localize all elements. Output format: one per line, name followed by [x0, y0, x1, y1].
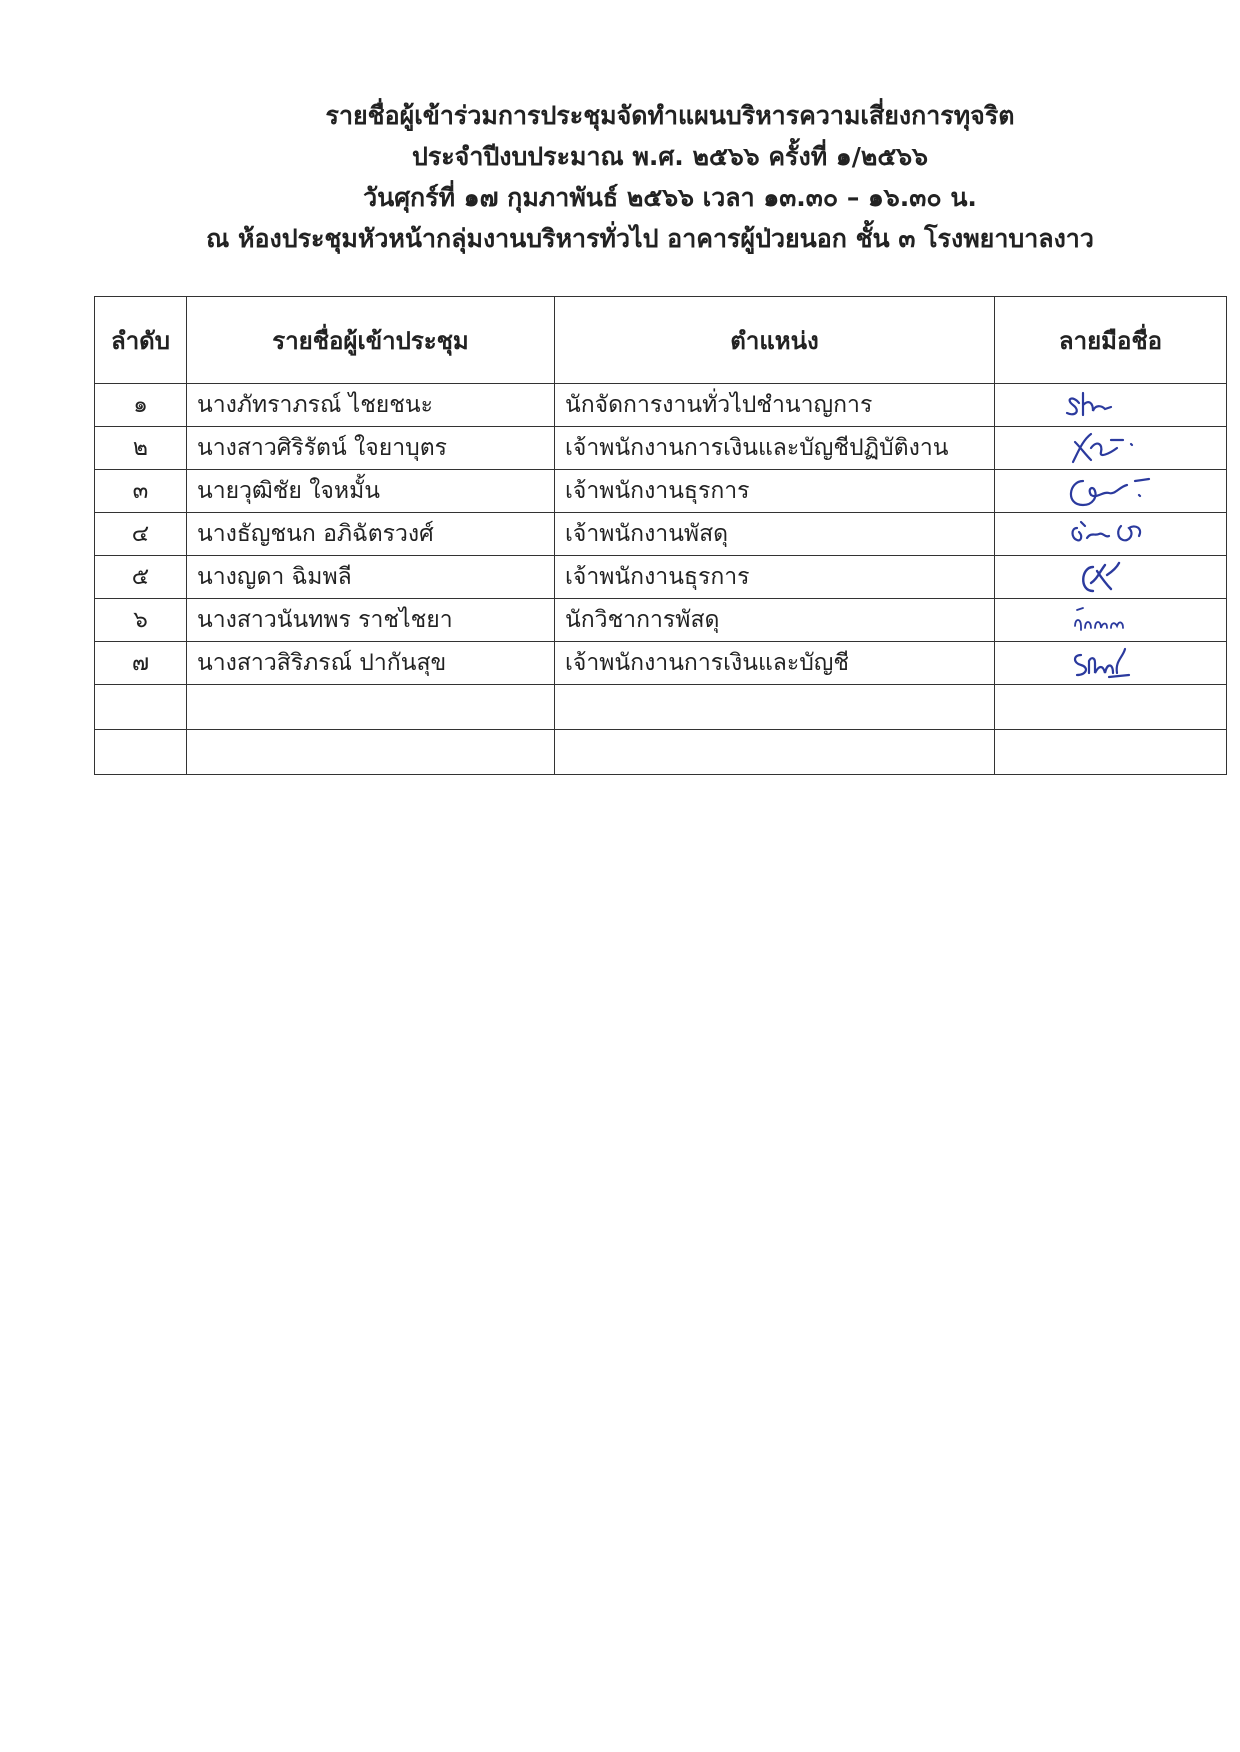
- row-signature: [995, 513, 1227, 556]
- row-signature: [995, 642, 1227, 685]
- empty-cell: [187, 730, 555, 775]
- table-header-row: [95, 297, 1227, 384]
- signature-image: [1051, 600, 1171, 640]
- attendance-table: [94, 296, 1227, 775]
- row-position: เจ้าพนักงานการเงินและบัญชี: [555, 642, 995, 685]
- table-row: [95, 642, 1227, 685]
- table-row: [95, 384, 1227, 427]
- table-row-empty: [95, 730, 1227, 775]
- signature-image: [1051, 385, 1171, 425]
- signature-image: [1051, 643, 1171, 683]
- table-row: [95, 599, 1227, 642]
- row-order: ๒: [95, 427, 187, 470]
- row-signature: [995, 599, 1227, 642]
- row-name: นางธัญชนก อภิฉัตรวงศ์: [187, 513, 555, 556]
- empty-cell: [187, 685, 555, 730]
- empty-cell: [95, 730, 187, 775]
- table-row: [95, 513, 1227, 556]
- empty-cell: [95, 685, 187, 730]
- row-position: นักจัดการงานทั่วไปชำนาญการ: [555, 384, 995, 427]
- signature-image: [1051, 557, 1171, 597]
- row-position: เจ้าพนักงานพัสดุ: [555, 513, 995, 556]
- header-signature: ลายมือชื่อ: [995, 297, 1227, 384]
- row-order: ๓: [95, 470, 187, 513]
- header-name: รายชื่อผู้เข้าประชุม: [187, 297, 555, 384]
- row-position: เจ้าพนักงานธุรการ: [555, 470, 995, 513]
- row-signature: [995, 384, 1227, 427]
- header-title: รายชื่อผู้เข้าร่วมการประชุมจัดทำแผนบริหารความเสี่ยงการทุจริต: [325, 101, 1015, 130]
- signature-image: [1051, 514, 1171, 554]
- document-header: [120, 95, 1220, 259]
- row-name: นางสาวศิริรัตน์ ใจยาบุตร: [187, 427, 555, 470]
- empty-cell: [995, 685, 1227, 730]
- row-signature: [995, 427, 1227, 470]
- row-position: เจ้าพนักงานธุรการ: [555, 556, 995, 599]
- row-position: เจ้าพนักงานการเงินและบัญชีปฏิบัติงาน: [555, 427, 995, 470]
- row-signature: [995, 556, 1227, 599]
- header-date-time: วันศุกร์ที่ ๑๗ กุมภาพันธ์ ๒๕๖๖ เวลา ๑๓.๓๐ – ๑๖.๓๐ น.: [363, 183, 977, 212]
- row-name: นางสาวสิริภรณ์ ปากันสุข: [187, 642, 555, 685]
- row-name: นางญดา ฉิมพลี: [187, 556, 555, 599]
- row-order: ๔: [95, 513, 187, 556]
- row-name: นางภัทราภรณ์ ไชยชนะ: [187, 384, 555, 427]
- row-name: นายวุฒิชัย ใจหมั้น: [187, 470, 555, 513]
- empty-cell: [555, 730, 995, 775]
- header-location: ณ ห้องประชุมหัวหน้ากลุ่มงานบริหารทั่วไป อาคารผู้ป่วยนอก ชั้น ๓ โรงพยาบาลงาว: [206, 224, 1094, 253]
- signature-image: [1051, 471, 1171, 511]
- header-position: ตำแหน่ง: [555, 297, 995, 384]
- row-position: นักวิชาการพัสดุ: [555, 599, 995, 642]
- table-row-empty: [95, 685, 1227, 730]
- table-row: [95, 556, 1227, 599]
- row-order: ๕: [95, 556, 187, 599]
- table-row: [95, 427, 1227, 470]
- row-order: ๑: [95, 384, 187, 427]
- empty-cell: [995, 730, 1227, 775]
- header-fiscal-year: ประจำปีงบประมาณ พ.ศ. ๒๕๖๖ ครั้งที่ ๑/๒๕๖๖: [411, 142, 929, 171]
- row-signature: [995, 470, 1227, 513]
- row-order: ๖: [95, 599, 187, 642]
- row-order: ๗: [95, 642, 187, 685]
- row-name: นางสาวนันทพร ราชไชยา: [187, 599, 555, 642]
- empty-cell: [555, 685, 995, 730]
- signature-image: [1051, 428, 1171, 468]
- header-order: ลำดับ: [95, 297, 187, 384]
- table-row: [95, 470, 1227, 513]
